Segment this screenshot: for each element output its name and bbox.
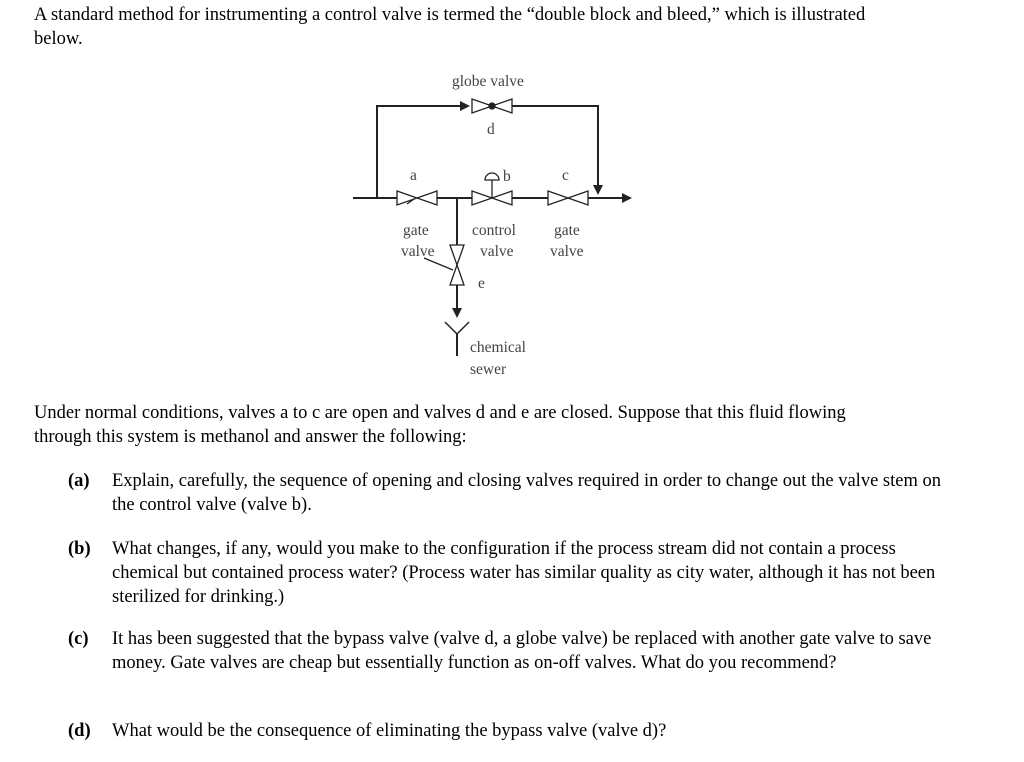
label-d: d <box>487 121 495 138</box>
gate-valve-right-label: gate <box>554 222 580 239</box>
question-label: (b) <box>68 539 91 559</box>
valve-a-icon <box>417 191 437 205</box>
question-label: (d) <box>68 721 91 741</box>
intro-paragraph: A standard method for instrumenting a control valve is termed the “double block and bleed,” which is illustrated below. <box>34 5 866 49</box>
label-a: a <box>410 167 417 184</box>
valve-e-icon <box>450 265 464 285</box>
control-valve-label: control <box>472 222 516 239</box>
question-d <box>68 719 948 743</box>
question-a <box>68 469 948 517</box>
question-c <box>68 627 948 675</box>
question-label: (a) <box>68 471 90 491</box>
bypass-return-arrow-icon <box>593 185 603 195</box>
bypass-pipe-left <box>377 106 467 198</box>
chemical-sewer-label-2: sewer <box>470 361 507 378</box>
gate-valve-left-label-2: valve <box>401 243 435 260</box>
valve-c-icon <box>568 191 588 205</box>
globe-valve-label: globe valve <box>452 73 524 90</box>
gate-valve-left-label: gate <box>403 222 429 239</box>
outlet-arrow-icon <box>622 193 632 203</box>
question-text: Explain, carefully, the sequence of opening and closing valves required in order to change out the valve stem on the control valve (valve b). <box>112 471 941 515</box>
question-label: (c) <box>68 629 89 649</box>
question-text: It has been suggested that the bypass valve (valve d, a globe valve) be replaced with another gate valve to save money. Gate valves are cheap but essentially function as on-off valves. What do you recommend? <box>112 629 932 673</box>
bleed-arrow-icon <box>452 308 462 318</box>
label-b: b <box>503 168 511 185</box>
bypass-arrow-icon <box>460 101 470 111</box>
question-b <box>68 537 948 609</box>
question-text: What would be the consequence of eliminating the bypass valve (valve d)? <box>112 721 667 741</box>
conditions-paragraph: Under normal conditions, valves a to c are open and valves d and e are closed. Suppose that this fluid flowing through this system is methanol and answer the following: <box>34 403 846 447</box>
valve-b-icon <box>492 191 512 205</box>
label-e: e <box>478 275 485 292</box>
label-c: c <box>562 167 569 184</box>
bypass-pipe-right <box>512 106 598 188</box>
control-valve-label-2: valve <box>480 243 514 260</box>
chemical-sewer-label: chemical <box>470 339 526 356</box>
gate-valve-right-label-2: valve <box>550 243 584 260</box>
question-text: What changes, if any, would you make to the configuration if the process stream did not contain a process chemical but contained process water? (Process water has similar quality as city water, although it has not been sterilized for drinking.) <box>112 539 936 607</box>
actuator-icon <box>485 173 499 180</box>
